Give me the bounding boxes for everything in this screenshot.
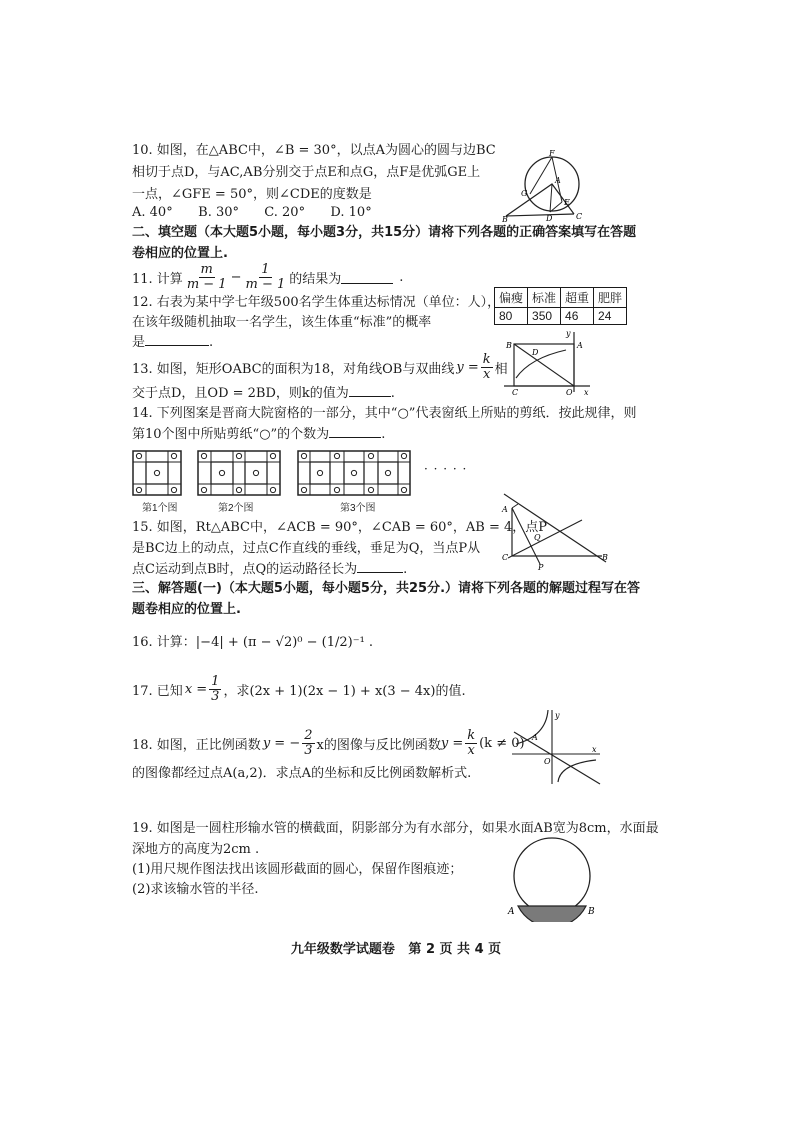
q10-option-a: A. 40° (132, 205, 173, 220)
q10-label-f: F (549, 150, 555, 158)
table-row (495, 288, 627, 308)
q18-denominator-2: x (467, 742, 475, 758)
q19-line1: 19. 如图是一圆柱形输水管的横截面，阴影部分为有水部分，如果水面AB宽为8cm，水面最 (132, 821, 659, 836)
q14-line2-text: 第10个图中所贴剪纸“○”的个数为 (132, 427, 330, 442)
q15-line3-text: 点C运动到点B时，点Q的运动路径长为 (132, 562, 358, 577)
q11-fraction-1 (185, 263, 229, 292)
q14-ellipsis: · · · · · (424, 462, 468, 476)
q15-line3: 点C运动到点B时，点Q的运动路径长为 . (132, 562, 408, 577)
q11-fraction-2 (243, 263, 287, 292)
q10-label-b: B (502, 215, 508, 222)
table-cell: 80 (495, 308, 528, 325)
table-cell: 350 (528, 308, 561, 325)
q10-label-d: D (546, 214, 553, 222)
q10-option-d: D. 10° (330, 205, 372, 220)
q13-label-a: A (577, 341, 583, 350)
section2-heading-line1: 二、填空题（本大题5小题，每小题3分，共15分）请将下列各题的正确答案填写在答题 (132, 225, 637, 240)
q11-answer-blank (341, 271, 393, 284)
q16-text: 16. 计算：|−4| + (π − √2)⁰ − (1/2)⁻¹ . (132, 635, 374, 650)
q17 (132, 672, 466, 706)
q18-equation-1: y = − (262, 735, 301, 751)
q13-line1-text: 13. 如图，矩形OABC的面积为18，对角线OB与双曲线 (132, 361, 455, 377)
q14-line1: 14. 下列图案是晋商大院窗格的一部分，其中“○”代表窗纸上所贴的剪纸．按此规律，则 (132, 406, 637, 421)
q14-caption-2: 第2个图 (218, 503, 254, 514)
q10-line2: 相切于点D，与AC,AB分别交于点E和点G，点F是优弧GE上 (132, 165, 481, 180)
q17-equation: x = (184, 681, 208, 697)
q18-label-y: y (555, 711, 560, 720)
table-cell: 46 (561, 308, 594, 325)
q12-line1: 12. 右表为某中学七年级500名学生体重达标情况（单位：人）， (132, 295, 501, 310)
q15-label-p: P (538, 563, 544, 572)
q12-line3: 是 . (132, 335, 214, 350)
q18-line1-text: 18. 如图，正比例函数 (132, 737, 261, 753)
q13-answer-blank (349, 384, 391, 397)
q11-period: . (399, 269, 404, 285)
q15-label-b: B (602, 553, 608, 562)
q13-line2: 交于点D，且OD = 2BD，则k的值为 . (132, 386, 395, 401)
q13-line1 (132, 350, 508, 384)
q11-denominator-1: m − 1 (186, 276, 227, 292)
q13-label-y: y (566, 329, 571, 338)
q14-caption-1: 第1个图 (142, 503, 178, 514)
q14-caption-3: 第3个图 (340, 503, 376, 514)
q14-answer-blank (329, 425, 381, 438)
q18-label-o: O (544, 757, 551, 766)
q17-denominator: 3 (211, 688, 220, 704)
table-header-cell: 偏瘦 (495, 288, 528, 308)
q18-fraction-1 (302, 729, 314, 758)
q13-fraction (481, 353, 493, 382)
q13-label-o: O (566, 388, 573, 396)
q10-line3: 一点，∠GFE = 50°，则∠CDE的度数是 (132, 187, 372, 202)
q13-label-c: C (512, 388, 519, 396)
q15-label-c: C (502, 553, 509, 562)
q18-middle-text: x的图像与反比例函数 (316, 737, 441, 753)
q11-minus: − (230, 269, 242, 285)
q18-denominator-1: 3 (304, 742, 313, 758)
q18-condition: (k ≠ 0) (479, 735, 525, 751)
q15-label-a: A (502, 505, 508, 514)
q15-triangle-figure (498, 492, 612, 572)
q17-fraction (209, 675, 221, 704)
q10-option-c: C. 20° (264, 205, 306, 220)
table-cell: 24 (594, 308, 627, 325)
q19-item-2: (2)求该输水管的半径. (132, 882, 259, 897)
q13-label-d: D (532, 348, 539, 357)
table-header-cell: 超重 (561, 288, 594, 308)
q15-label-q: Q (534, 533, 541, 542)
q13-equation: y = (456, 359, 479, 375)
q11-suffix: 的结果为 (289, 271, 342, 287)
table-header-cell: 肥胖 (594, 288, 627, 308)
page-footer: 九年级数学试题卷 第 2 页 共 4 页 (290, 942, 502, 957)
q10-option-b: B. 30° (198, 205, 240, 220)
q10-label-e: E (564, 198, 570, 207)
q18-fraction-2 (465, 729, 477, 758)
q19-label-a: A (508, 907, 515, 917)
q11-prefix: 11. 计算 (132, 271, 183, 287)
q11-numerator-2: 1 (261, 261, 270, 277)
q13-rectangle-figure (500, 328, 592, 396)
q19-label-b: B (588, 907, 595, 917)
table-header-cell: 标准 (528, 288, 561, 308)
q10-label-g: G (521, 189, 528, 198)
q13-label-b: B (506, 341, 512, 350)
q13-numerator: k (482, 351, 491, 367)
section3-heading-line2: 题卷相应的位置上. (132, 602, 241, 617)
q19-pipe-figure (504, 836, 600, 922)
q10-options (132, 202, 372, 224)
q13-label-x: x (584, 388, 589, 396)
q17-prefix: 17. 已知 (132, 683, 183, 699)
q19-item-1: (1)用尺规作图法找出该圆形截面的圆心，保留作图痕迹； (132, 862, 463, 877)
q15-line1: 15. 如图，Rt△ABC中，∠ACB = 90°，∠CAB = 60°，AB = 4，点P (132, 520, 548, 535)
q15-answer-blank (357, 560, 403, 573)
q10-label-a: A (555, 176, 561, 185)
q18-line1 (132, 726, 525, 760)
table-row (495, 308, 627, 325)
section2-heading-line2: 卷相应的位置上. (132, 246, 228, 261)
q17-numerator: 1 (211, 673, 220, 689)
q12-weight-table (494, 287, 627, 325)
q12-answer-blank (145, 333, 209, 346)
q14-line2: 第10个图中所贴剪纸“○”的个数为 . (132, 427, 386, 442)
q12-line3-text: 是 (132, 335, 146, 350)
q18-equation-2: y = (440, 735, 464, 751)
q10-circle-figure (502, 150, 590, 222)
q12-line2: 在该年级随机抽取一名学生，该生体重“标准”的概率 (132, 315, 432, 330)
section3-heading-line1: 三、解答题(一)（本大题5小题，每小题5分，共25分.）请将下列各题的解题过程写在答 (132, 581, 641, 596)
q18-label-x: x (592, 745, 597, 754)
q11-denominator-2: m − 1 (245, 276, 286, 292)
q13-denominator: x (483, 366, 491, 382)
q10-line1: 10. 如图，在△ABC中，∠B = 30°，以点A为圆心的圆与边BC (132, 143, 496, 158)
q18-numerator-1: 2 (304, 727, 313, 743)
q17-suffix: ，求(2x + 1)(2x − 1) + x(3 − 4x)的值. (223, 683, 466, 699)
q10-label-c: C (576, 212, 583, 221)
q11-numerator-1: m (200, 261, 213, 277)
q18-graph-figure (508, 706, 602, 786)
q11 (132, 260, 403, 294)
q18-line2: 的图像都经过点A(a,2)．求点A的坐标和反比例函数解析式. (132, 766, 472, 781)
q13-line2-text: 交于点D，且OD = 2BD，则k的值为 (132, 386, 349, 401)
q18-numerator-2: k (467, 727, 476, 743)
q15-line2: 是BC边上的动点，过点C作直线的垂线，垂足为Q，当点P从 (132, 541, 481, 556)
q19-line2: 深地方的高度为2cm . (132, 842, 260, 857)
q18-label-a: A (532, 733, 538, 742)
q14-pattern-figures (132, 450, 432, 496)
q13-line1-end: 相 (494, 361, 508, 377)
